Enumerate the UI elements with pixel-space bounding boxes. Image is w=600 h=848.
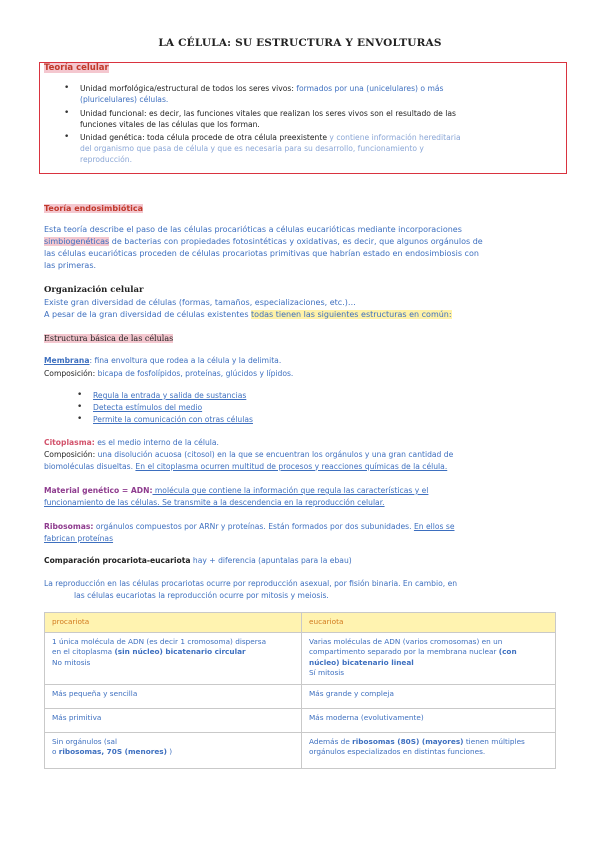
teoria-celular-bullet-1: • Unidad morfológica/estructural de todos los seres vivos: formados por una (unicelulares) o más (pluricelulares) células.: [80, 83, 444, 105]
endosimbiotica-text: Esta teoría describe el paso de las células procarióticas a células eucarióticas mediante incorporaciones simbiogenéticas de bacterias con propiedades fotosintéticas y oxidativas, es decir, que algunos orgánulos de las células eucarióticas proceden de células procariotas primitivas que habrían estado en endosimbiosis con las primeras.: [44, 225, 483, 270]
membrana-line: Membrana: fina envoltura que rodea a la célula y la delimita.: [44, 356, 282, 365]
table-cell: Más moderna (evolutivamente): [302, 708, 556, 732]
teoria-celular-bullet-3: • Unidad genética: toda célula procede de otra célula preexistente y contiene información hereditaria del organismo que pasa de célula y que es necesaria para su desarrollo, funcionamiento y reproducción.: [80, 132, 461, 165]
table-cell: Más pequeña y sencilla: [45, 684, 302, 708]
table-row: [45, 632, 556, 684]
table-cell: Más grande y compleja: [302, 684, 556, 708]
table-header-row: [45, 613, 556, 633]
page-title: LA CÉLULA: SU ESTRUCTURA Y ENVOLTURAS: [158, 37, 442, 49]
table-cell: Varias moléculas de ADN (varios cromosomas) en un compartimento separado por la membrana nuclear (con núcleo) bicatenario lineal Sí mitosis: [302, 632, 556, 684]
table-cell: 1 única molécula de ADN (es decir 1 cromosoma) dispersa en el citoplasma (sin núcleo) bicatenario circular No mitosis: [45, 632, 302, 684]
comparacion-heading: Comparación procariota-eucariota hay + diferencia (apuntalas para la ebau): [44, 556, 352, 565]
teoria-celular-heading: Teoría celular: [44, 63, 109, 73]
table-cell: Además de ribosomas (80S) (mayores) tienen múltiples orgánulos especializados en distintas funciones.: [302, 732, 556, 768]
table-row: [45, 708, 556, 732]
table-row: [45, 684, 556, 708]
funcion-item-3: • Permite la comunicación con otras células: [93, 414, 253, 425]
funcion-item-1: • Regula la entrada y salida de sustancias: [93, 390, 246, 401]
organizacion-text: Existe gran diversidad de células (formas, tamaños, especializaciones, etc.)… A pesar de la gran diversidad de células existentes todas tienen las siguientes estructuras en común:: [44, 298, 452, 319]
header-eucariota: eucariota: [302, 613, 556, 633]
comparison-table: [44, 612, 556, 769]
membrana-composicion: Composición: bicapa de fosfolípidos, proteínas, glúcidos y lípidos.: [44, 369, 294, 378]
table-row: [45, 732, 556, 768]
material-genetico: Material genético = ADN: molécula que contiene la información que regula las características y el funcionamiento de las células. Se transmite a la descendencia en la reproducción celular.: [44, 486, 429, 507]
endosimbiotica-heading: Teoría endosimbiótica: [44, 204, 144, 213]
header-procariota: procariota: [45, 613, 302, 633]
ribosomas: Ribosomas: orgánulos compuestos por ARNr y proteínas. Están formados por dos subunidades. En ellos se fabrican proteínas: [44, 522, 455, 543]
funcion-item-2: • Detecta estímulos del medio: [93, 402, 202, 413]
citoplasma-line: Citoplasma: es el medio interno de la célula.: [44, 438, 219, 447]
reproduccion-text: La reproducción en las células procariotas ocurre por reproducción asexual, por fisión binaria. En cambio, en las células eucariotas la reproducción ocurre por mitosis y meiosis.: [44, 579, 458, 600]
table-cell: Más primitiva: [45, 708, 302, 732]
organizacion-heading: Organización celular: [44, 285, 144, 295]
citoplasma-composicion: Composición: una disolución acuosa (citosol) en la que se encuentran los orgánulos y una gran cantidad de biomoléculas disueltas. En el citoplasma ocurren multitud de procesos y reacciones químicas de la célula.: [44, 450, 454, 471]
estructura-heading: Estructura básica de las células: [44, 334, 174, 343]
teoria-celular-bullet-2: • Unidad funcional: es decir, las funciones vitales que realizan los seres vivos son el resultado de las funciones vitales de las células que los forman.: [80, 108, 456, 130]
table-cell: Sin orgánulos (sal o ribosomas, 70S (menores) ): [45, 732, 302, 768]
